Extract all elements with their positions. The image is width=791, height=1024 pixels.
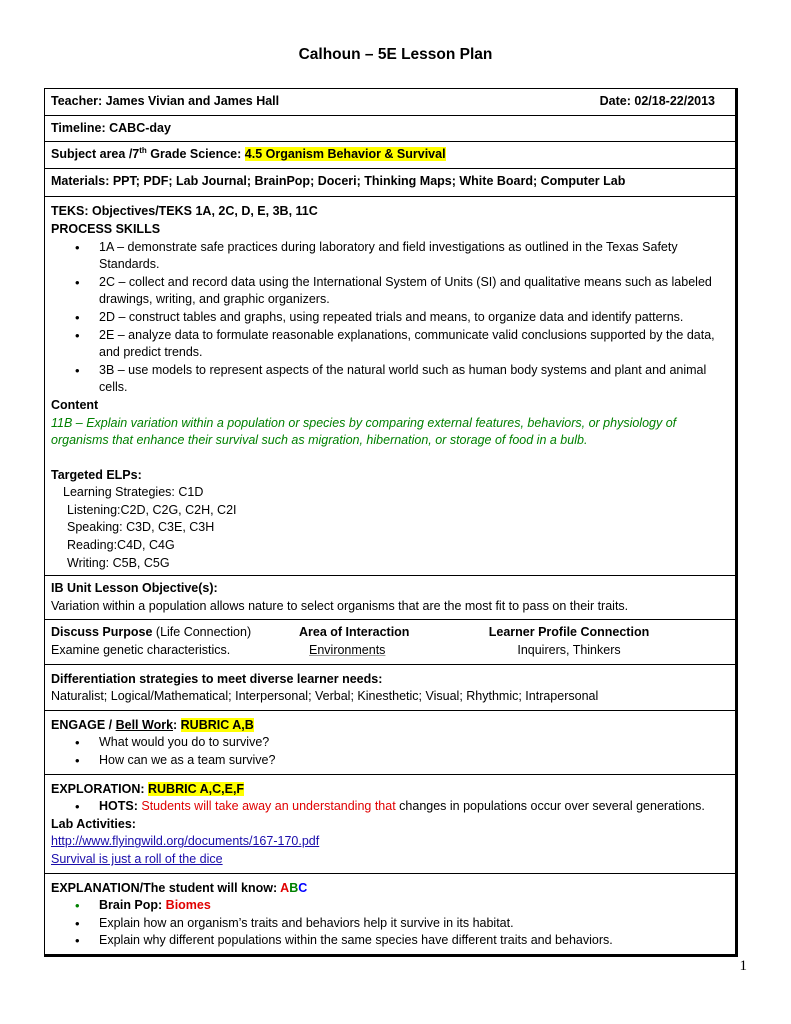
list-item: Reading:C4D, C4G <box>67 538 175 553</box>
ib-text: Variation within a population allows nature to select organisms that are the most fit to pass on their traits. <box>51 598 629 613</box>
process-skills-heading: PROCESS SKILLS <box>51 221 161 236</box>
explanation-b: B <box>289 880 299 895</box>
list-item: • What would you do to survive? <box>99 734 729 752</box>
discuss-text: Examine genetic characteristics. <box>51 643 231 658</box>
list-item <box>99 897 729 915</box>
engage-prefix: ENGAGE / <box>51 717 116 732</box>
subject-row <box>45 142 735 169</box>
area-label: Area of Interaction <box>299 625 410 640</box>
page-number: 1 <box>739 958 747 974</box>
lab-heading: Lab Activities: <box>51 816 136 831</box>
list-item: • 2C – collect and record data using the International System of Units (SI) and qualitative means such as labeled drawings, writing, and graphic organizers. <box>99 274 729 309</box>
list-item: Writing: C5B, C5G <box>67 555 170 570</box>
lab-pdf-link[interactable]: http://www.flyingwild.org/documents/167-170.pdf <box>51 834 320 849</box>
explanation-a: A <box>280 880 290 895</box>
area-text: Environments <box>309 643 386 658</box>
teacher-label: Teacher: James Vivian and James Hall <box>51 94 280 108</box>
hots-label: HOTS: <box>99 799 142 814</box>
area-col <box>291 624 479 659</box>
learner-col <box>479 624 659 659</box>
lesson-plan-table <box>44 88 738 957</box>
list-item: • How can we as a team survive? <box>99 752 729 770</box>
elps-heading: Targeted ELPs: <box>51 467 142 482</box>
page-title: Calhoun – 5E Lesson Plan <box>298 46 493 63</box>
explanation-prefix: EXPLANATION/The student will know: <box>51 880 281 895</box>
explanation-row <box>45 874 735 954</box>
differentiation-heading: Differentiation strategies to meet diverse learner needs: <box>51 671 383 686</box>
subject-sup: th <box>139 146 147 156</box>
explanation-list <box>51 897 729 950</box>
exploration-prefix: EXPLORATION: <box>51 781 148 796</box>
survival-dice-link[interactable]: Survival is just a roll of the dice <box>51 851 223 866</box>
teacher-row <box>45 89 735 116</box>
exploration-rubric: RUBRIC A,C,E,F <box>148 781 245 796</box>
list-item: • Explain why different populations within the same species have different traits and behaviors. <box>99 932 729 950</box>
engage-colon: : <box>173 717 181 732</box>
exploration-list <box>51 798 729 816</box>
timeline-label: Timeline: CABC-day <box>51 120 171 135</box>
list-item: Speaking: C3D, C3E, C3H <box>67 520 215 535</box>
exploration-row <box>45 775 735 874</box>
timeline-row <box>45 116 735 143</box>
list-item <box>99 798 729 816</box>
list-item: • Explain how an organism’s traits and behaviors help it survive in its habitat. <box>99 915 729 933</box>
materials-row <box>45 169 735 198</box>
list-item: • 2D – construct tables and graphs, using repeated trials and means, to organize data and identify patterns. <box>99 309 729 327</box>
ib-heading: IB Unit Lesson Objective(s): <box>51 581 218 596</box>
list-item: • 1A – demonstrate safe practices during laboratory and field investigations as outlined in the Texas Safety Standards. <box>99 239 729 274</box>
teks-row <box>45 197 735 576</box>
learner-label: Learner Profile Connection <box>488 625 650 640</box>
engage-list <box>51 734 729 769</box>
subject-prefix: Subject area /7 <box>51 147 140 162</box>
list-item: Learning Strategies: C1D <box>63 485 204 500</box>
brainpop-topic: Biomes <box>165 898 211 913</box>
materials-label: Materials: PPT; PDF; Lab Journal; BrainPop; Doceri; Thinking Maps; White Board; Computer Lab <box>51 173 626 188</box>
teks-heading: TEKS: Objectives/TEKS 1A, 2C, D, E, 3B, 11C <box>51 204 318 219</box>
list-item: • 2E – analyze data to formulate reasonable explanations, communicate valid conclusions supported by the data, and predict trends. <box>99 327 729 362</box>
discuss-paren: (Life Connection) <box>152 625 252 640</box>
elps-list <box>51 484 729 572</box>
ib-row <box>45 576 735 620</box>
list-item: • 3B – use models to represent aspects of the natural world such as human body systems and plant and animal cells. <box>99 362 729 397</box>
subject-highlight: 4.5 Organism Behavior & Survival <box>244 147 446 162</box>
date-label: Date: 02/18-22/2013 <box>599 94 715 108</box>
subject-middle: Grade Science: <box>146 147 245 162</box>
hots-text: changes in populations occur over several generations. <box>395 799 705 814</box>
engage-rubric: RUBRIC A,B <box>180 717 254 732</box>
hots-red-text: Students will take away an understanding that <box>141 799 396 814</box>
discuss-label: Discuss Purpose <box>51 625 153 640</box>
brainpop-label: Brain Pop: <box>99 898 166 913</box>
purpose-row <box>45 620 735 664</box>
content-text: 11B – Explain variation within a population or species by comparing external features, behaviors, or physiology of organisms that enhance their survival such as migration, hibernation, or storage of food in a bulb. <box>51 415 677 448</box>
learner-text: Inquirers, Thinkers <box>517 643 621 658</box>
explanation-c: C <box>298 880 308 895</box>
engage-row <box>45 711 735 775</box>
differentiation-text: Naturalist; Logical/Mathematical; Interpersonal; Verbal; Kinesthetic; Visual; Rhythmic; Intrapersonal <box>51 689 599 704</box>
process-skills-list <box>51 239 729 397</box>
bellwork-label: Bell Work <box>115 717 174 732</box>
list-item: Listening:C2D, C2G, C2H, C2I <box>67 502 237 517</box>
discuss-purpose-col <box>51 624 291 659</box>
differentiation-row <box>45 665 735 711</box>
content-heading: Content <box>51 397 99 412</box>
